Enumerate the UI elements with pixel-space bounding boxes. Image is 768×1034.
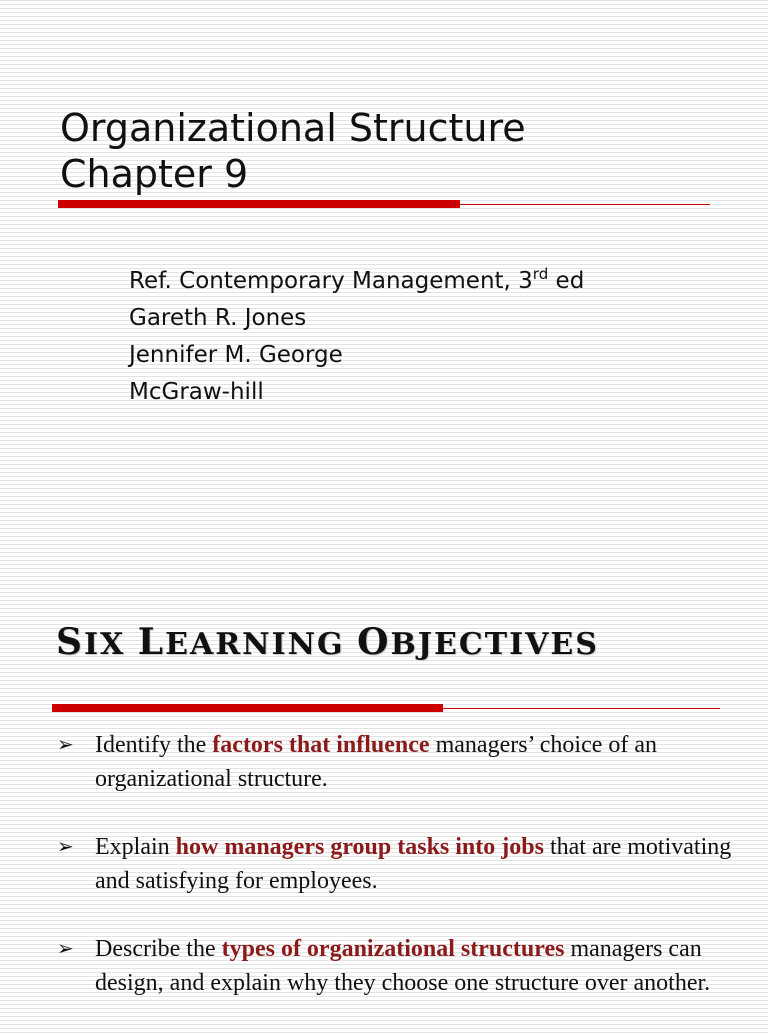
objectives-heading: SIX LEARNING OBJECTIVES <box>56 621 599 663</box>
reference-author-1: Gareth R. Jones <box>129 305 307 331</box>
objectives-list <box>55 728 745 1034</box>
objective-item: ➢ Identify the factors that influence managers’ choice of an organizational structure. <box>55 728 745 796</box>
heading-underline <box>52 708 720 709</box>
ordinal-suffix: rd <box>532 265 549 283</box>
objective-item: ➢ Explain how managers group tasks into jobs that are motivating and satisfying for employees. <box>55 830 745 898</box>
reference-list <box>129 263 584 411</box>
arrow-bullet-icon: ➢ <box>57 734 74 756</box>
objective-highlight: factors that influence <box>212 732 430 758</box>
objective-highlight: how managers group tasks into jobs <box>175 834 544 860</box>
objective-highlight: types of organizational structures <box>221 936 565 962</box>
reference-author-2: Jennifer M. George <box>129 342 343 368</box>
objectives-slide <box>0 585 768 1024</box>
arrow-bullet-icon: ➢ <box>57 836 74 858</box>
objective-item: ➢ Describe the types of organizational structures managers can design, and explain why they choose one structure over another. <box>55 932 745 1000</box>
reference-book: Ref. Contemporary Management, 3rd ed <box>129 265 585 294</box>
title-underline-thick <box>58 200 460 208</box>
slide-title <box>60 105 526 197</box>
reference-publisher: McGraw-hill <box>129 379 264 405</box>
heading-underline-thick <box>52 704 443 712</box>
title-line-1: Organizational Structure <box>60 106 526 150</box>
arrow-bullet-icon: ➢ <box>57 938 74 960</box>
title-underline <box>58 204 710 205</box>
title-line-2: Chapter 9 <box>60 152 249 196</box>
